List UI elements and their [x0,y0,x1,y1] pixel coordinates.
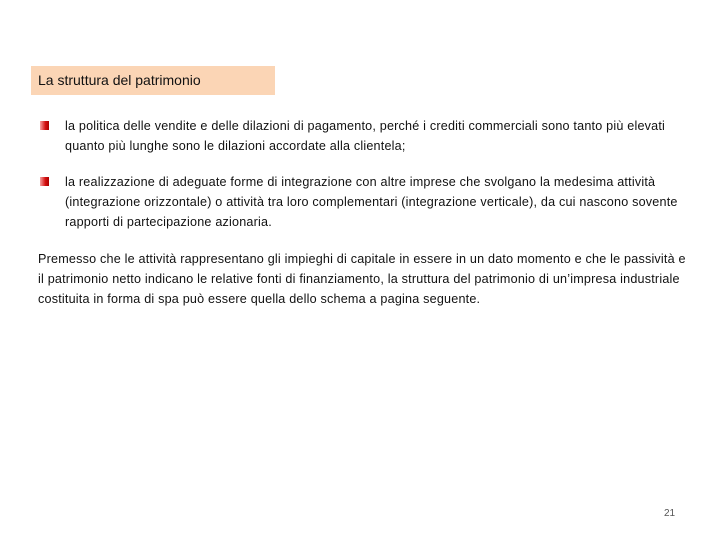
bullet-item [40,116,680,156]
page-number: 21 [664,508,676,519]
bullet-text: la realizzazione di adeguate forme di integrazione con altre imprese che svolgano la medesima attività (integrazione orizzontale) o attività tra loro complementari (integrazione verticale), da cui nascono sovente rapporti di partecipazione azionaria. [65,175,678,229]
slide-title: La struttura del patrimonio [31,66,275,95]
red-square-bullet-icon [40,121,49,130]
bullet-item [40,172,680,232]
red-square-bullet-icon [40,177,49,186]
body-paragraph: Premesso che le attività rappresentano gli impieghi di capitale in essere in un dato momento e che le passività e il patrimonio netto indicano le relative fonti di finanziamento, la struttura del patrimonio di un’impresa industriale costituita in forma di spa può essere quella dello schema a pagina seguente. [38,252,686,306]
bullet-text: la politica delle vendite e delle dilazioni di pagamento, perché i crediti commerciali sono tanto più elevati quanto più lunghe sono le dilazioni accordate alla clientela; [65,119,666,153]
